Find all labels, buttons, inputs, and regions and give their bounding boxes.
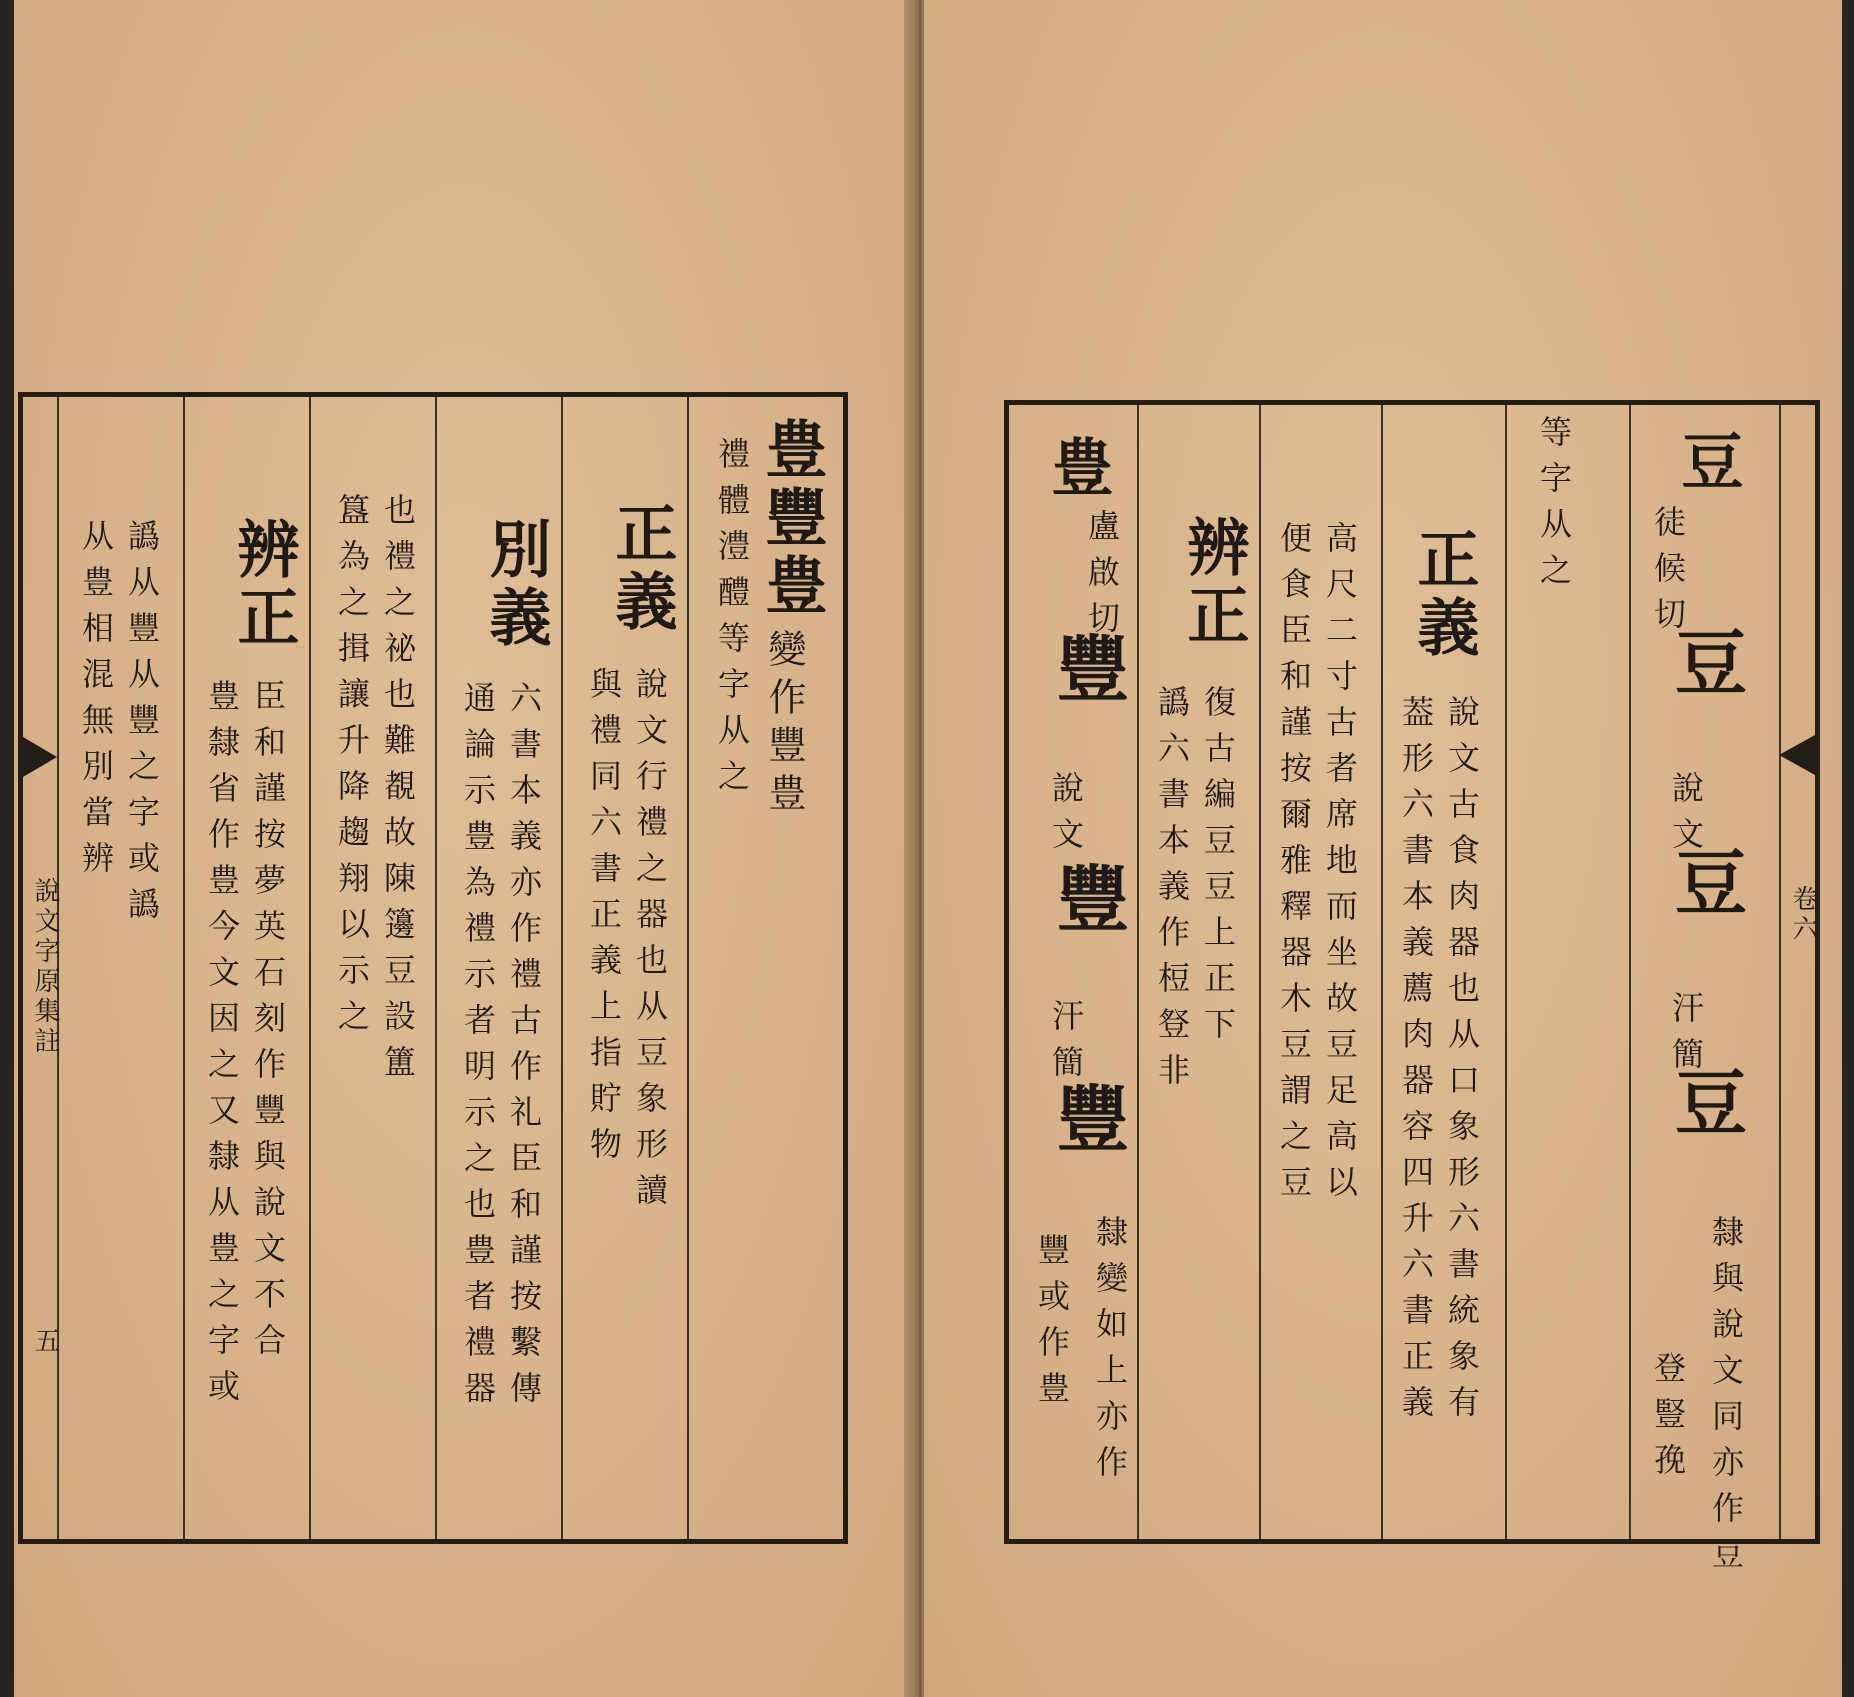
fold-mark-right [1779, 735, 1815, 775]
left-col-2-text: 說文行禮之器也从豆象形讀 與禮同六書正義上指貯物 [585, 667, 669, 1219]
left-page [14, 0, 918, 1697]
right-col-5-text: 復古編豆豆上正下 譌六書本義作梪豋非 [1153, 685, 1237, 1099]
right-col-6-head: 豊 [1041, 435, 1114, 503]
left-col-6-text: 譌从豐从豐之字或譌 从豊相混無別當辨 [77, 519, 161, 933]
right-col-4-text: 高尺二寸古者席地而坐故豆足高以 便食臣和謹按爾雅釋器木豆謂之豆 [1275, 521, 1359, 1211]
right-col-3-text: 說文古食肉器也从口象形六書統象有 葢形六書本義薦肉器容四升六書正義 [1397, 695, 1481, 1431]
right-col-1-text: 徒候切 [1649, 505, 1687, 643]
right-col-6-seal-2: 豐 [1045, 861, 1130, 933]
right-col-6-note-4: 豐或作豊 [1033, 1233, 1071, 1417]
right-col-6-note-2: 汗簡 [1047, 999, 1085, 1091]
left-col-1-text: 禮體澧醴等字从之 [713, 437, 751, 805]
right-col-3-head: 正義 [1407, 527, 1480, 663]
right-center-title: 卷六 [1788, 885, 1818, 945]
right-col-1-note-2: 汗簡 [1667, 991, 1705, 1083]
left-col-5-head: 辨正 [227, 517, 300, 653]
right-col-6-note-3: 隸變如上亦作 [1091, 1215, 1129, 1491]
right-page [924, 0, 1842, 1697]
right-col-5-head: 辨正 [1177, 515, 1250, 651]
right-col-1-note-4: 登豎㝃 [1649, 1351, 1687, 1489]
left-col-3-text: 六書本義亦作禮古作礼臣和謹按繫傳 通論示豊為禮示者明示之也豊者禮器 [459, 681, 543, 1417]
right-col-6-note-1: 說文 [1047, 771, 1085, 863]
left-page-number: 五 [30, 1327, 60, 1357]
left-page-frame [18, 392, 848, 1544]
right-col-6-text: 盧啟切 [1083, 509, 1121, 647]
right-col-1-seal-2: 豆 [1663, 845, 1748, 917]
left-col-4-text: 也禮之祕也難覩故陳籩豆設簠 簋為之揖讓升降趨翔以示之 [333, 493, 417, 1091]
right-col-2-text: 等字从之 [1535, 415, 1573, 599]
left-col-2-head: 正義 [605, 501, 678, 637]
right-col-1-seal-1: 豆 [1663, 625, 1748, 697]
left-center-title: 說文字原集註 [30, 877, 60, 1057]
right-col-1-head: 豆 [1671, 429, 1744, 497]
left-col-3-head: 別義 [479, 517, 552, 653]
right-col-1-note-3: 隸與說文同亦作豆 [1707, 1215, 1745, 1583]
right-col-1-seal-3: 豆 [1663, 1065, 1748, 1137]
right-col-1-note-1: 說文 [1667, 771, 1705, 863]
right-col-6-seal-3: 豐 [1045, 1081, 1130, 1153]
left-col-5-text: 臣和謹按夢英石刻作豐與說文不合 豊隸省作豊今文因之又隸从豊之字或 [203, 679, 287, 1415]
left-col-1-extra: 變作豐豊 [762, 629, 806, 821]
right-col-6-seal-1: 豐 [1045, 631, 1130, 703]
fold-mark-left [23, 737, 57, 777]
left-col-1-head: 豊豐豊 [755, 417, 828, 621]
right-page-frame [1004, 400, 1820, 1583]
